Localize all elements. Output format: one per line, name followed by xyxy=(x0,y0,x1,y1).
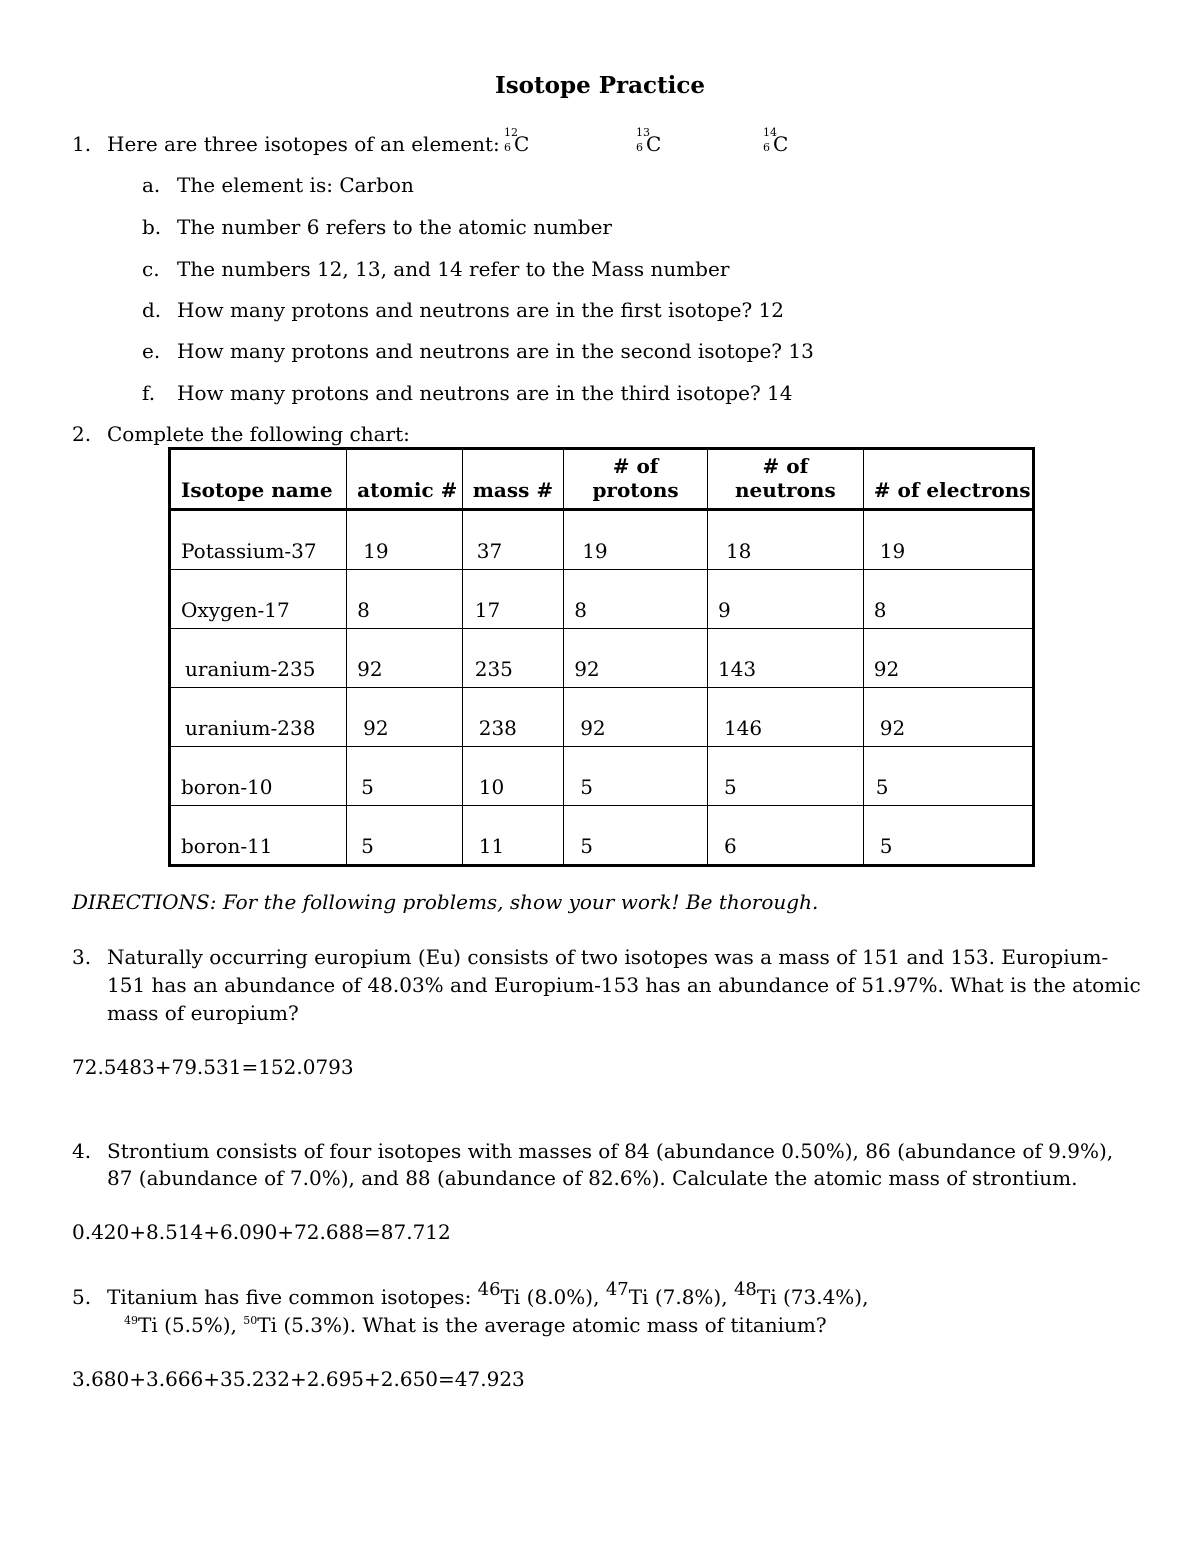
table-cell: Oxygen-17 xyxy=(170,570,347,629)
ti50-text: Ti (5.3%). What is the average atomic mass of titanium? xyxy=(257,1313,827,1337)
table-cell: 92 xyxy=(564,688,708,747)
directions-text: DIRECTIONS: For the following problems, show your work! Be thorough. xyxy=(72,890,819,914)
q3-line-2: 151 has an abundance of 48.03% and Europium-153 has an abundance of 51.97%. What is the atomic xyxy=(107,973,1141,997)
table-cell: 11 xyxy=(462,806,563,866)
ti47-text: Ti (7.8%), xyxy=(628,1285,734,1309)
page-title: Isotope Practice xyxy=(494,72,706,99)
table-cell: 5 xyxy=(347,747,463,806)
table-cell: 92 xyxy=(347,688,463,747)
ti48-text: Ti (73.4%), xyxy=(756,1285,869,1309)
table-cell: 37 xyxy=(462,510,563,570)
q1-text: Here are three isotopes of an element: xyxy=(107,132,500,156)
ti47-mass: 47 xyxy=(605,1279,629,1300)
q4-number: 4. xyxy=(72,1139,92,1163)
q1e-text: How many protons and neutrons are in the second isotope? 13 xyxy=(177,339,814,363)
ti49-text: Ti (5.5%), xyxy=(138,1313,244,1337)
table-cell: 5 xyxy=(347,806,463,866)
table-cell: 92 xyxy=(564,629,708,688)
q5-line-2 xyxy=(124,1313,827,1337)
table-cell: 238 xyxy=(462,688,563,747)
table-cell: boron-11 xyxy=(170,806,347,866)
q1e-letter: e. xyxy=(142,339,161,363)
q1-number: 1. xyxy=(72,132,92,156)
q4-line-1: Strontium consists of four isotopes with masses of 84 (abundance 0.50%), 86 (abundance of 9.9%), xyxy=(107,1139,1114,1163)
q2-text: Complete the following chart: xyxy=(107,422,410,446)
q5-line-1 xyxy=(107,1279,869,1309)
table-cell: 17 xyxy=(462,570,563,629)
table-row xyxy=(170,747,1034,806)
table-cell: 8 xyxy=(347,570,463,629)
q1f-letter: f. xyxy=(142,381,156,405)
table-cell: 92 xyxy=(347,629,463,688)
isotope-c14: 14 6 C xyxy=(763,126,789,156)
col-header-neutrons: # of neutrons xyxy=(707,449,863,510)
table-cell: 146 xyxy=(707,688,863,747)
table-cell: 5 xyxy=(564,806,708,866)
table-cell: 92 xyxy=(863,629,1033,688)
col-header-atomic-number: atomic # xyxy=(347,449,463,510)
table-cell: uranium-235 xyxy=(170,629,347,688)
col-header-protons: # of protons xyxy=(564,449,708,510)
col-header-mass-number: mass # xyxy=(462,449,563,510)
table-cell: 5 xyxy=(707,747,863,806)
table-cell: Potassium-37 xyxy=(170,510,347,570)
q1d-letter: d. xyxy=(142,298,162,322)
q3-number: 3. xyxy=(72,945,92,969)
table-cell: boron-10 xyxy=(170,747,347,806)
table-cell: 19 xyxy=(564,510,708,570)
table-row xyxy=(170,570,1034,629)
table-cell: 143 xyxy=(707,629,863,688)
q4-line-2: 87 (abundance of 7.0%), and 88 (abundance of 82.6%). Calculate the atomic mass of strontium. xyxy=(107,1166,1078,1190)
q1d-text: How many protons and neutrons are in the first isotope? 12 xyxy=(177,298,785,322)
isotope-chart xyxy=(168,447,1035,867)
q1b-letter: b. xyxy=(142,215,162,239)
isotope-c13: 13 6 C xyxy=(636,126,662,156)
table-cell: 8 xyxy=(564,570,708,629)
table-row xyxy=(170,510,1034,570)
q5-answer: 3.680+3.666+35.232+2.695+2.650=47.923 xyxy=(72,1367,525,1391)
table-cell: 19 xyxy=(863,510,1033,570)
q1a-text: The element is: Carbon xyxy=(177,173,414,197)
table-cell: 6 xyxy=(707,806,863,866)
q5-lead: Titanium has five common isotopes: xyxy=(107,1285,478,1309)
table-cell: 5 xyxy=(863,806,1033,866)
table-cell: 9 xyxy=(707,570,863,629)
col-header-electrons: # of electrons xyxy=(863,449,1033,510)
q1c-letter: c. xyxy=(142,257,160,281)
q1a-letter: a. xyxy=(142,173,161,197)
table-row xyxy=(170,688,1034,747)
table-row xyxy=(170,806,1034,866)
table-cell: 5 xyxy=(564,747,708,806)
q1f-text: How many protons and neutrons are in the third isotope? 14 xyxy=(177,381,793,405)
table-cell: 5 xyxy=(863,747,1033,806)
ti48-mass: 48 xyxy=(733,1279,757,1300)
table-cell: 235 xyxy=(462,629,563,688)
q3-line-1: Naturally occurring europium (Eu) consists of two isotopes was a mass of 151 and 153. Europium- xyxy=(107,945,1109,969)
table-cell: 8 xyxy=(863,570,1033,629)
col-header-isotope-name: Isotope name xyxy=(170,449,347,510)
table-cell: 92 xyxy=(863,688,1033,747)
ti49-mass: 49 xyxy=(124,1314,138,1327)
ti46-text: Ti (8.0%), xyxy=(500,1285,606,1309)
table-row xyxy=(170,629,1034,688)
chart-header-row xyxy=(170,449,1034,510)
q1b-text: The number 6 refers to the atomic number xyxy=(177,215,612,239)
q3-line-3: mass of europium? xyxy=(107,1001,299,1025)
table-cell: uranium-238 xyxy=(170,688,347,747)
ti50-mass: 50 xyxy=(243,1314,258,1327)
q1c-text: The numbers 12, 13, and 14 refer to the Mass number xyxy=(177,257,730,281)
ti46-mass: 46 xyxy=(477,1279,501,1300)
q4-answer: 0.420+8.514+6.090+72.688=87.712 xyxy=(72,1220,451,1244)
table-cell: 10 xyxy=(462,747,563,806)
q5-number: 5. xyxy=(72,1285,92,1309)
isotope-c12: 12 6 C xyxy=(504,126,530,156)
q3-answer: 72.5483+79.531=152.0793 xyxy=(72,1055,354,1079)
table-cell: 19 xyxy=(347,510,463,570)
q2-number: 2. xyxy=(72,422,92,446)
table-cell: 18 xyxy=(707,510,863,570)
